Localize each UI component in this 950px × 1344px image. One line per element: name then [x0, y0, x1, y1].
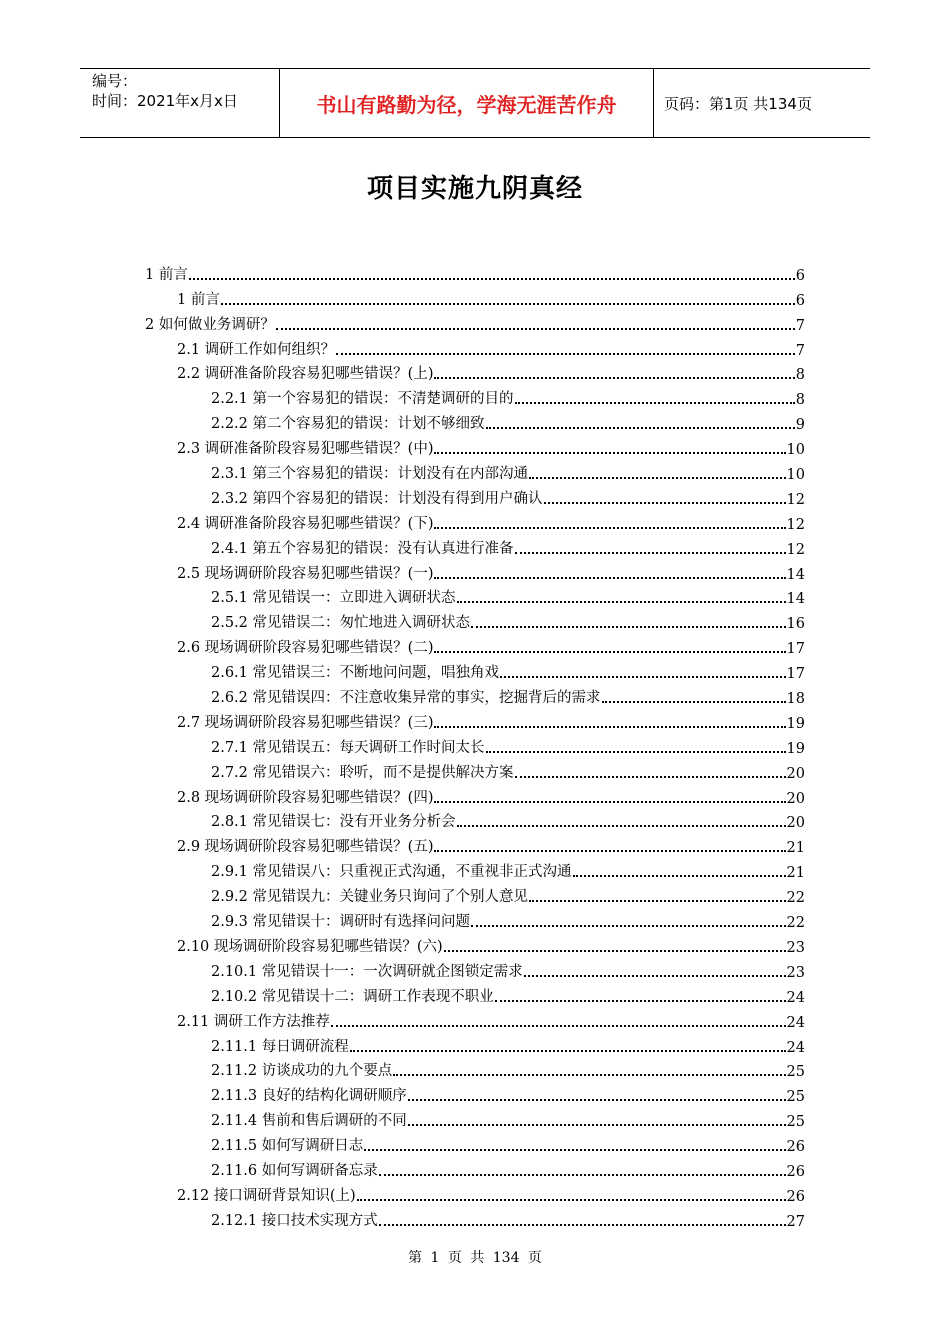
- toc-entry-title: 2.3.2 第四个容易犯的错误：计划没有得到用户确认: [211, 490, 543, 507]
- toc-dot-leader: [408, 1124, 786, 1126]
- toc-dot-leader: [524, 975, 786, 977]
- toc-entry-page: 21: [786, 840, 805, 857]
- toc-entry[interactable]: [145, 309, 805, 334]
- toc-dot-leader: [444, 950, 786, 952]
- toc-entry[interactable]: [145, 632, 805, 657]
- toc-entry[interactable]: [145, 981, 805, 1006]
- toc-dot-leader: [393, 1074, 785, 1076]
- toc-entry-title: 2.2.2 第二个容易犯的错误：计划不够细致: [211, 416, 485, 433]
- toc-entry[interactable]: [145, 856, 805, 881]
- toc-entry[interactable]: [145, 1056, 805, 1081]
- toc-entry-title: 2.11.5 如何写调研日志: [211, 1138, 364, 1155]
- header-page-info: 页码：第1页 共134页: [664, 94, 812, 113]
- toc-entry-title: 2.9.1 常见错误八：只重视正式沟通，不重视非正式沟通: [211, 864, 572, 881]
- toc-dot-leader: [434, 377, 794, 379]
- toc-entry-page: 23: [786, 939, 805, 956]
- toc-entry[interactable]: [145, 1155, 805, 1180]
- toc-dot-leader: [515, 402, 795, 404]
- toc-entry[interactable]: [145, 1006, 805, 1031]
- header-meta: [80, 69, 280, 137]
- toc-entry-title: 2.7 现场调研阶段容易犯哪些错误？(三): [177, 714, 434, 731]
- toc-entry-title: 2.12.1 接口技术实现方式: [211, 1212, 378, 1229]
- toc-entry-page: 25: [786, 1064, 805, 1081]
- document-number-label: 编号：: [92, 72, 138, 90]
- toc-dot-leader: [515, 552, 786, 554]
- toc-entry-title: 2.9 现场调研阶段容易犯哪些错误？(五): [177, 839, 434, 856]
- toc-dot-leader: [457, 825, 786, 827]
- toc-entry-page: 12: [786, 491, 805, 508]
- toc-entry-page: 27: [786, 1213, 805, 1230]
- toc-entry[interactable]: [145, 334, 805, 359]
- toc-dot-leader: [434, 577, 785, 579]
- toc-entry-page: 7: [795, 342, 805, 359]
- toc-entry-page: 23: [786, 964, 805, 981]
- toc-entry-page: 26: [786, 1139, 805, 1156]
- toc-entry-page: 17: [786, 641, 805, 658]
- toc-entry-page: 8: [795, 367, 805, 384]
- toc-entry-title: 2.3 调研准备阶段容易犯哪些错误？(中): [177, 441, 434, 458]
- toc-entry-page: 20: [786, 790, 805, 807]
- toc-entry[interactable]: [145, 931, 805, 956]
- toc-entry[interactable]: [145, 1180, 805, 1205]
- toc-dot-leader: [434, 801, 785, 803]
- page-header: [80, 68, 870, 138]
- toc-entry-title: 2.5 现场调研阶段容易犯哪些错误？(一): [177, 565, 434, 582]
- toc-entry-page: 16: [786, 616, 805, 633]
- toc-entry-title: 2.10 现场调研阶段容易犯哪些错误？(六): [177, 938, 443, 955]
- toc-entry-page: 18: [786, 691, 805, 708]
- toc-entry-title: 2.4.1 第五个容易犯的错误：没有认真进行准备: [211, 540, 514, 557]
- toc-entry-page: 20: [786, 815, 805, 832]
- toc-dot-leader: [331, 1025, 786, 1027]
- toc-entry-title: 2.12 接口调研背景知识(上): [177, 1187, 356, 1204]
- toc-dot-leader: [544, 502, 786, 504]
- toc-entry[interactable]: [145, 383, 805, 408]
- toc-entry[interactable]: [145, 259, 805, 284]
- toc-entry-title: 2.1 调研工作如何组织？: [177, 341, 336, 358]
- toc-dot-leader: [457, 601, 786, 603]
- toc-dot-leader: [529, 477, 786, 479]
- toc-entry-page: 19: [786, 715, 805, 732]
- toc-entry[interactable]: [145, 359, 805, 384]
- toc-dot-leader: [276, 328, 795, 330]
- toc-dot-leader: [189, 278, 795, 280]
- toc-dot-leader: [500, 676, 786, 678]
- toc-entry-page: 6: [795, 267, 805, 284]
- toc-entry-title: 2.11.6 如何写调研备忘录: [211, 1162, 378, 1179]
- toc-entry[interactable]: [145, 1105, 805, 1130]
- toc-entry[interactable]: [145, 533, 805, 558]
- toc-dot-leader: [434, 527, 785, 529]
- toc-entry-page: 24: [786, 989, 805, 1006]
- toc-entry[interactable]: [145, 607, 805, 632]
- toc-dot-leader: [573, 875, 786, 877]
- toc-entry-page: 8: [795, 392, 805, 409]
- toc-entry-title: 2.9.2 常见错误九：关键业务只询问了个别人意见: [211, 889, 529, 906]
- toc-entry[interactable]: [145, 458, 805, 483]
- toc-entry[interactable]: [145, 906, 805, 931]
- toc-entry-page: 25: [786, 1114, 805, 1131]
- toc-entry[interactable]: [145, 408, 805, 433]
- toc-entry-page: 14: [786, 566, 805, 583]
- toc-entry-title: 2.11 调研工作方法推荐: [177, 1013, 330, 1030]
- toc-entry-title: 2.10.1 常见错误十一：一次调研就企图锁定需求: [211, 963, 523, 980]
- toc-entry-title: 2.4 调研准备阶段容易犯哪些错误？(下): [177, 515, 434, 532]
- toc-entry-title: 2.2 调研准备阶段容易犯哪些错误？(上): [177, 366, 434, 383]
- toc-entry[interactable]: [145, 757, 805, 782]
- toc-entry-title: 2.3.1 第三个容易犯的错误：计划没有在内部沟通: [211, 466, 529, 483]
- toc-dot-leader: [602, 701, 786, 703]
- toc-entry-title: 2.8.1 常见错误七：没有开业务分析会: [211, 814, 456, 831]
- toc-entry-page: 26: [786, 1163, 805, 1180]
- toc-dot-leader: [221, 303, 795, 305]
- toc-entry-title: 2.11.3 良好的结构化调研顺序: [211, 1088, 407, 1105]
- toc-entry-title: 2.11.2 访谈成功的九个要点: [211, 1063, 393, 1080]
- toc-entry-page: 24: [786, 1014, 805, 1031]
- toc-entry[interactable]: [145, 782, 805, 807]
- toc-entry-title: 2.6.2 常见错误四：不注意收集异常的事实，挖掘背后的需求: [211, 690, 601, 707]
- toc-entry[interactable]: [145, 508, 805, 533]
- toc-entry[interactable]: [145, 881, 805, 906]
- toc-entry-title: 2.5.1 常见错误一：立即进入调研状态: [211, 590, 456, 607]
- toc-entry-title: 2.6 现场调研阶段容易犯哪些错误？(二): [177, 640, 434, 657]
- toc-dot-leader: [434, 726, 785, 728]
- toc-entry[interactable]: [145, 732, 805, 757]
- document-date: 时间：2021年x月x日: [92, 92, 238, 110]
- toc-entry-title: 2.5.2 常见错误二：匆忙地进入调研状态: [211, 615, 471, 632]
- toc-entry[interactable]: [145, 956, 805, 981]
- toc-dot-leader: [379, 1224, 786, 1226]
- toc-dot-leader: [434, 651, 785, 653]
- toc-entry-title: 1 前言: [145, 266, 188, 283]
- toc-entry-page: 20: [786, 765, 805, 782]
- toc-entry[interactable]: [145, 433, 805, 458]
- toc-entry-title: 2.8 现场调研阶段容易犯哪些错误？(四): [177, 789, 434, 806]
- toc-entry-title: 2.2.1 第一个容易犯的错误：不清楚调研的目的: [211, 391, 514, 408]
- toc-dot-leader: [336, 353, 795, 355]
- toc-entry[interactable]: [145, 707, 805, 732]
- toc-entry[interactable]: [145, 1080, 805, 1105]
- toc-dot-leader: [486, 427, 795, 429]
- toc-entry[interactable]: [145, 1130, 805, 1155]
- toc-dot-leader: [434, 452, 785, 454]
- toc-entry-page: 10: [786, 467, 805, 484]
- toc-entry-page: 19: [786, 740, 805, 757]
- toc-entry-page: 22: [786, 915, 805, 932]
- toc-entry[interactable]: [145, 1031, 805, 1056]
- toc-entry-page: 6: [795, 292, 805, 309]
- toc-entry-page: 25: [786, 1089, 805, 1106]
- toc-entry[interactable]: [145, 483, 805, 508]
- toc-entry-title: 2.11.4 售前和售后调研的不同: [211, 1113, 407, 1130]
- toc-dot-leader: [486, 751, 786, 753]
- toc-entry-page: 17: [786, 666, 805, 683]
- toc-entry-title: 2.9.3 常见错误十：调研时有选择问问题: [211, 914, 471, 931]
- toc-entry[interactable]: [145, 583, 805, 608]
- toc-dot-leader: [515, 776, 786, 778]
- toc-entry-page: 24: [786, 1039, 805, 1056]
- toc-dot-leader: [408, 1099, 786, 1101]
- toc-dot-leader: [357, 1199, 786, 1201]
- toc-entry-title: 2.10.2 常见错误十二：调研工作表现不职业: [211, 988, 494, 1005]
- toc-entry[interactable]: [145, 831, 805, 856]
- toc-entry-page: 12: [786, 516, 805, 533]
- toc-entry-page: 26: [786, 1188, 805, 1205]
- toc-dot-leader: [471, 925, 786, 927]
- toc-entry[interactable]: [145, 807, 805, 832]
- toc-dot-leader: [350, 1050, 786, 1052]
- toc-entry-page: 9: [795, 417, 805, 434]
- toc-entry-page: 14: [786, 591, 805, 608]
- toc-entry[interactable]: [145, 1205, 805, 1230]
- toc-entry[interactable]: [145, 682, 805, 707]
- toc-entry-title: 1 前言: [177, 291, 220, 308]
- toc-dot-leader: [379, 1174, 786, 1176]
- toc-entry-title: 2.11.1 每日调研流程: [211, 1038, 349, 1055]
- toc-entry-title: 2.7.1 常见错误五：每天调研工作时间太长: [211, 739, 485, 756]
- document-title: 项目实施九阴真经: [366, 174, 583, 204]
- toc-dot-leader: [495, 1000, 786, 1002]
- toc-dot-leader: [434, 850, 785, 852]
- toc-entry-title: 2 如何做业务调研？: [145, 316, 275, 333]
- toc-entry-page: 7: [795, 317, 805, 334]
- toc-entry-title: 2.6.1 常见错误三：不断地问问题，唱独角戏: [211, 665, 500, 682]
- header-motto: 书山有路勤为径，学海无涯苦作舟: [280, 69, 654, 137]
- toc-entry-page: 22: [786, 890, 805, 907]
- toc-entry-page: 12: [786, 541, 805, 558]
- toc-dot-leader: [529, 900, 786, 902]
- toc-entry[interactable]: [145, 657, 805, 682]
- toc-dot-leader: [471, 626, 786, 628]
- toc-entry-page: 10: [786, 442, 805, 459]
- table-of-contents: [145, 259, 805, 1230]
- page-footer: 第 1 页 共 134 页: [408, 1250, 542, 1266]
- toc-entry[interactable]: [145, 558, 805, 583]
- toc-entry-title: 2.7.2 常见错误六：聆听，而不是提供解决方案: [211, 764, 514, 781]
- toc-entry-page: 21: [786, 865, 805, 882]
- toc-dot-leader: [364, 1149, 785, 1151]
- toc-entry[interactable]: [145, 284, 805, 309]
